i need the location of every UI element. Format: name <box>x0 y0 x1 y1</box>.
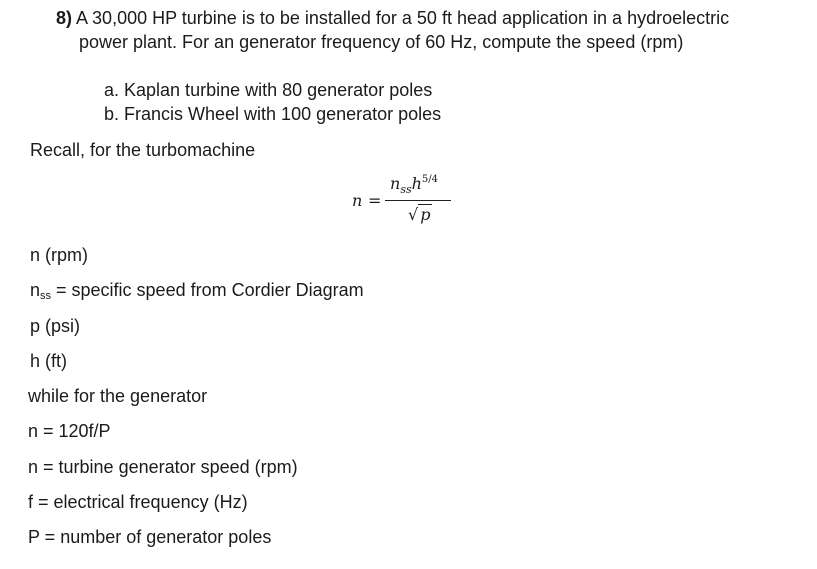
generator-intro: while for the generator <box>28 386 208 406</box>
formula-num-n: n <box>390 174 401 193</box>
def-nss-sub: ss <box>40 290 52 302</box>
def-p: p (psi) <box>30 316 81 336</box>
question-line-1 <box>56 7 729 29</box>
question-number: 8) <box>56 8 73 28</box>
item-a: a. Kaplan turbine with 80 generator poles <box>104 80 433 100</box>
formula-equals: = <box>368 191 382 210</box>
formula-lhs: n <box>352 191 363 210</box>
def-nss <box>30 279 364 304</box>
formula-den-p: p <box>420 205 431 224</box>
question-text-1: A 30,000 HP turbine is to be installed for a 50 ft head application in a hydroelectric <box>76 8 730 28</box>
def-nss-rest: = specific speed from Cordier Diagram <box>51 280 364 300</box>
item-b: b. Francis Wheel with 100 generator poles <box>104 104 442 124</box>
def-gen-n: n = turbine generator speed (rpm) <box>28 457 298 477</box>
generator-formula: n = 120f/P <box>28 421 111 441</box>
radical-icon: √ <box>408 205 419 224</box>
fraction-bar <box>385 200 451 201</box>
question-text-2: power plant. For an generator frequency of 60 Hz, compute the speed (rpm) <box>79 32 684 52</box>
formula-denominator <box>408 205 432 225</box>
def-n: n (rpm) <box>30 245 88 265</box>
formula-numerator <box>390 174 439 196</box>
def-gen-P: P = number of generator poles <box>28 527 272 547</box>
def-gen-f: f = electrical frequency (Hz) <box>28 492 248 512</box>
formula-num-h: h <box>411 174 422 193</box>
formula-num-sub: ss <box>400 183 412 196</box>
formula-num-exp: 5/4 <box>421 174 439 185</box>
turbomachine-formula <box>352 172 462 232</box>
def-nss-base: n <box>30 280 41 300</box>
def-h: h (ft) <box>30 351 68 371</box>
recall-text: Recall, for the turbomachine <box>30 140 256 160</box>
